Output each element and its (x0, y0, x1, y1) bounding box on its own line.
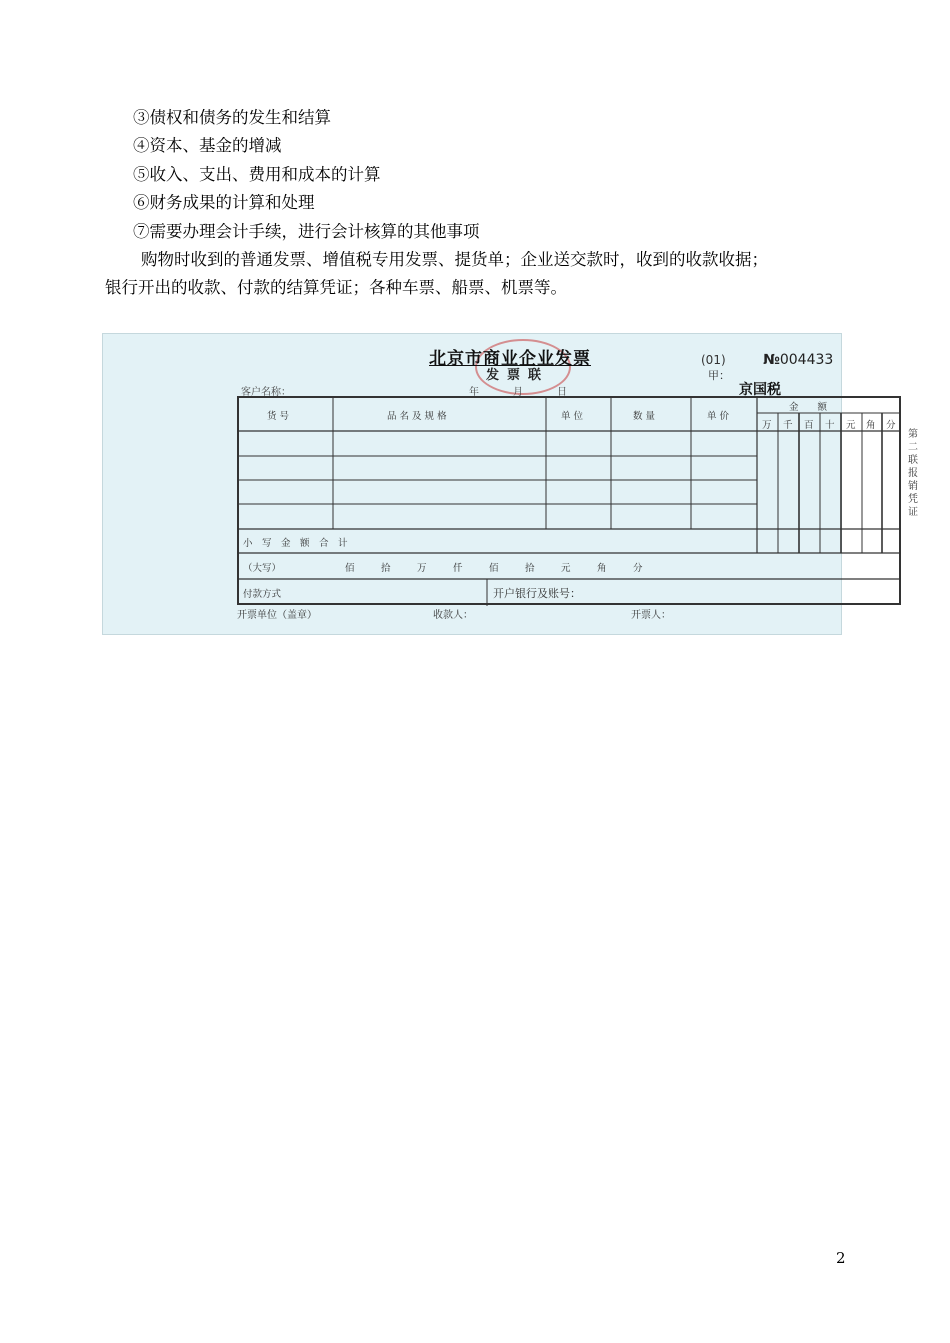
subtotal-label: 小 写 金 额 合 计 (243, 538, 348, 549)
invoice-table (237, 396, 901, 606)
col-unit: 单 位 (561, 411, 584, 422)
payee-label: 收款人： (433, 610, 473, 621)
copy-side-label: 第二联 报销凭证 (908, 429, 918, 518)
daxie-unit: 分 (633, 563, 643, 574)
number-prefix: № (763, 352, 780, 368)
invoice-subtitle: 发票联 (486, 368, 550, 383)
paragraph-line: 银行开出的收款、付款的结算凭证；各种车票、船票、机票等。 (105, 278, 567, 298)
invoice-number (763, 352, 833, 368)
digit-fen: 分 (886, 420, 896, 431)
daxie-unit: 拾 (525, 563, 535, 574)
page-number: 2 (836, 1249, 846, 1267)
daxie-unit: 元 (561, 563, 571, 574)
list-item: ④资本、基金的增减 (133, 136, 282, 156)
digit-bai: 百 (804, 420, 814, 431)
paragraph-line: 购物时收到的普通发票、增值税专用发票、提货单；企业送交款时，收到的收款收据； (141, 250, 768, 270)
day-label: 日 (557, 387, 569, 398)
invoice-image (102, 333, 918, 635)
col-unit-price: 单 价 (707, 411, 730, 422)
daxie-unit: 拾 (381, 563, 391, 574)
month-label: 月 (513, 387, 525, 398)
col-item-no: 货 号 (267, 411, 290, 422)
col-name-spec: 品 名 及 规 格 (387, 411, 447, 422)
body-text (105, 104, 865, 303)
list-item: ⑦需要办理会计手续，进行会计核算的其他事项 (133, 221, 480, 241)
col-quantity: 数 量 (633, 411, 656, 422)
col-amount: 金 额 (789, 402, 828, 413)
drawer-label: 开票人： (631, 610, 671, 621)
digit-shi: 十 (825, 420, 835, 431)
digit-wan: 万 (762, 420, 772, 431)
daxie-unit: 角 (597, 563, 607, 574)
daxie-unit: 万 (417, 563, 427, 574)
daxie-unit: 仟 (453, 563, 463, 574)
customer-label: 客户名称： (241, 387, 291, 398)
invoice-title: 北京市商业企业发票 (429, 349, 591, 369)
invoice-jia: 甲： (708, 369, 730, 382)
bank-account-label: 开户银行及账号： (493, 587, 581, 600)
year-label: 年 (469, 387, 481, 398)
payment-method-label: 付款方式 (243, 589, 282, 600)
daxie-unit: 佰 (345, 563, 355, 574)
list-item: ⑥财务成果的计算和处理 (133, 193, 315, 213)
daxie-unit: 佰 (489, 563, 499, 574)
digit-jiao: 角 (866, 420, 876, 431)
issuer-label: 开票单位（盖章） (237, 610, 317, 621)
daxie-label: （大写） (243, 563, 282, 574)
digit-yuan: 元 (846, 420, 856, 431)
list-item: ③债权和债务的发生和结算 (133, 108, 331, 127)
list-item: ⑤收入、支出、费用和成本的计算 (133, 164, 381, 184)
number-value: 004433 (779, 352, 834, 368)
digit-qian: 千 (783, 420, 793, 431)
invoice-code: (01) (701, 353, 726, 367)
invoice-grid-lines (237, 396, 901, 606)
tax-stamp: 京国税 (739, 382, 781, 398)
